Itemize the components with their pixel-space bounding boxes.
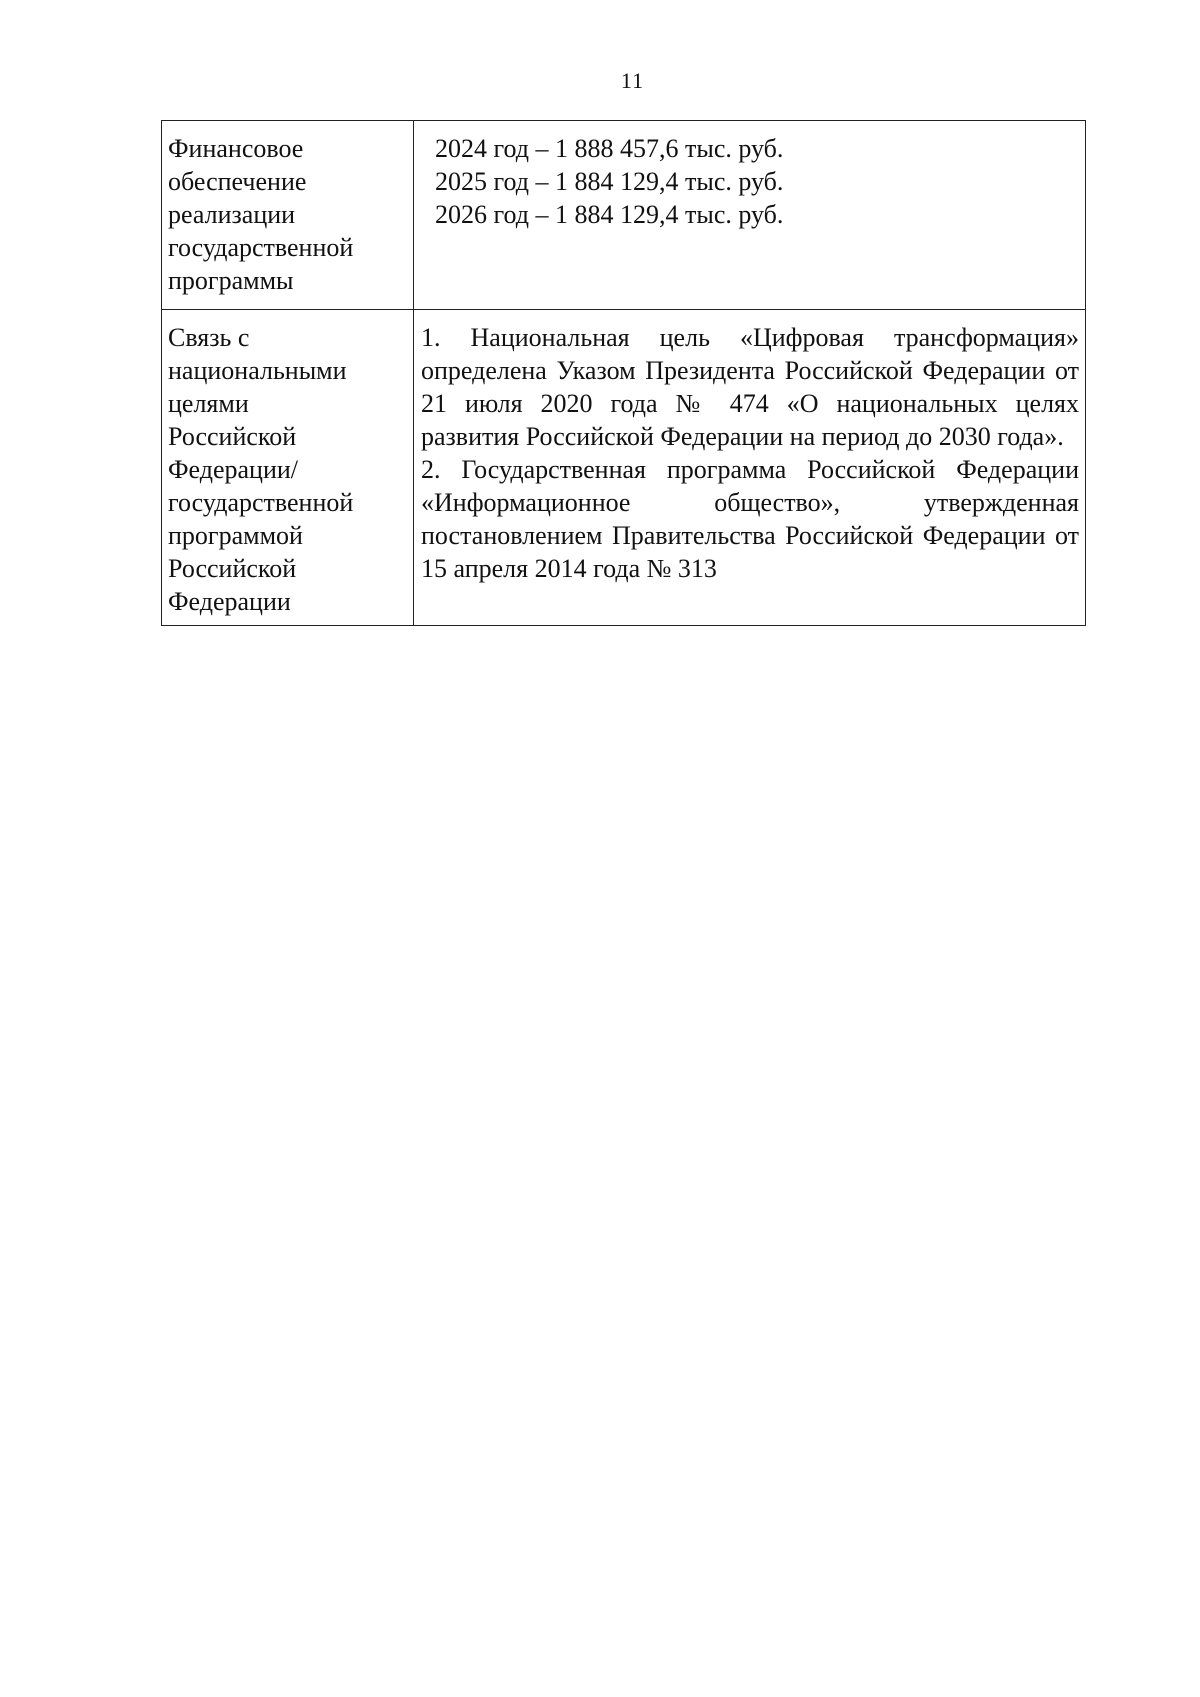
funding-year-2025: 2025 год – 1 884 129,4 тыс. руб. xyxy=(435,167,784,196)
goals-label-line: Российской xyxy=(168,422,297,451)
goals-label-cell xyxy=(162,310,414,626)
goals-label-line: Российской xyxy=(168,554,297,583)
goals-label-line: Федерации/ xyxy=(168,455,299,484)
national-goal-paragraph: 1. Национальная цель «Цифровая трансформация» определена Указом Президента Российской Федерации от 21 июля 2020 года № 474 «О национальных целях развития Российской Федерации на период до 2030 года». xyxy=(421,323,1079,451)
goals-value-cell xyxy=(414,310,1086,626)
state-program-paragraph: 2. Государственная программа Российской Федерации «Информационное общество», утвержденная постановлением Правительства Российской Федерации от 15 апреля 2014 года № 313 xyxy=(421,455,1079,583)
goals-label-line: Федерации xyxy=(168,587,291,616)
funding-label-line: программы xyxy=(168,266,294,295)
funding-year-2024: 2024 год – 1 888 457,6 тыс. руб. xyxy=(435,134,784,163)
funding-label-line: государственной xyxy=(168,233,354,262)
goals-label-line: Связь с xyxy=(168,323,250,352)
goals-label-line: национальными xyxy=(168,356,347,385)
page-number: 11 xyxy=(620,68,645,93)
table-row-national-goals xyxy=(162,310,1086,626)
funding-label-cell xyxy=(162,121,414,310)
goals-label-line: государственной xyxy=(168,488,354,517)
funding-year-2026: 2026 год – 1 884 129,4 тыс. руб. xyxy=(435,200,784,229)
table-row-funding xyxy=(162,121,1086,310)
funding-label-line: обеспечение xyxy=(168,167,307,196)
funding-label-line: реализации xyxy=(168,200,296,229)
program-passport-table xyxy=(161,120,1086,626)
funding-label-line: Финансовое xyxy=(168,134,304,163)
funding-value-cell xyxy=(414,121,1086,310)
goals-label-line: целями xyxy=(168,389,249,418)
goals-label-line: программой xyxy=(168,521,303,550)
